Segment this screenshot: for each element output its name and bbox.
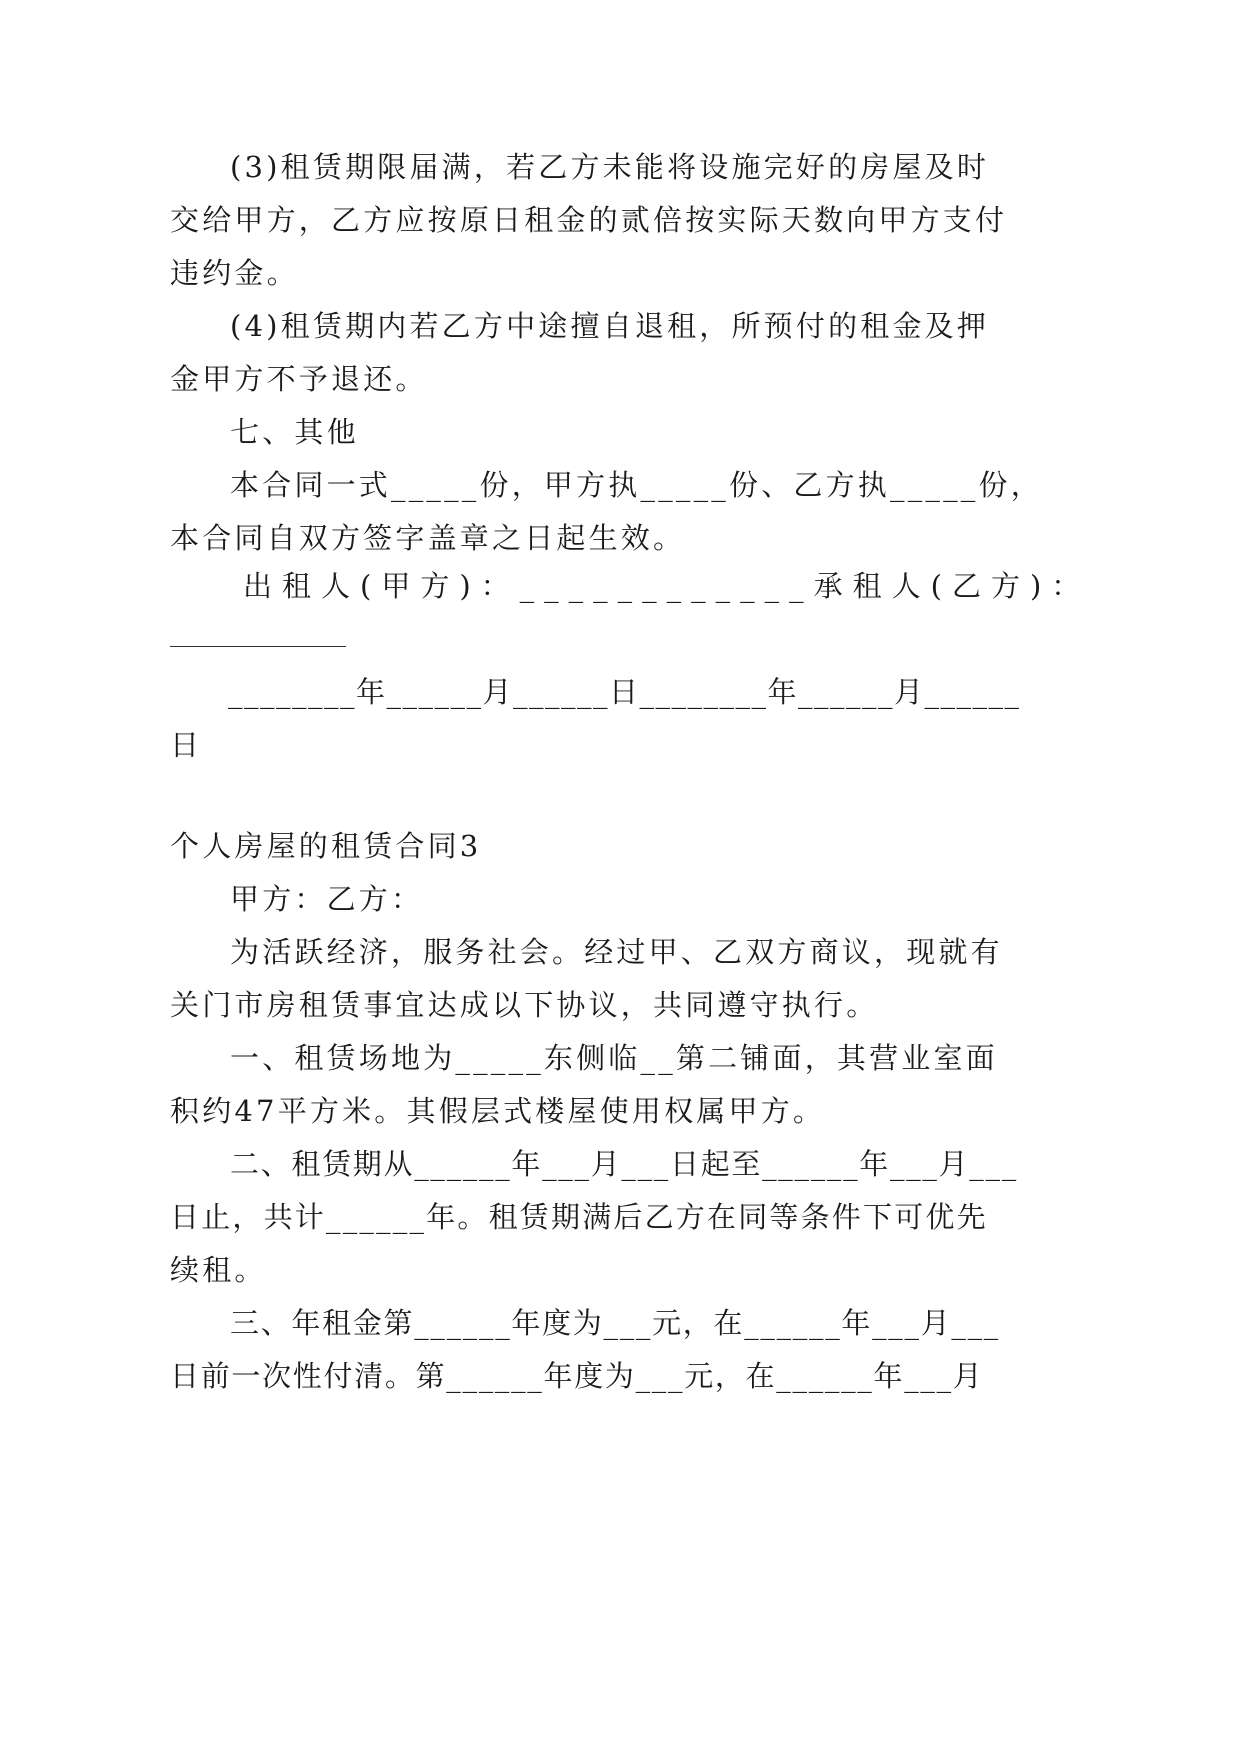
text-line: 出租人(甲方)：____________承租人(乙方)： bbox=[243, 569, 1091, 603]
date-line bbox=[0, 715, 1241, 775]
paragraph-line bbox=[0, 455, 1241, 515]
text-line: ________年______月______日________年______月______ bbox=[228, 675, 1021, 709]
text-line: (4)租赁期内若乙方中途擅自退租，所预付的租金及押 bbox=[230, 309, 990, 343]
text-line: 七、其他 bbox=[230, 415, 359, 449]
paragraph-line bbox=[0, 1187, 1241, 1247]
paragraph-line bbox=[0, 1346, 1241, 1406]
paragraph-line bbox=[0, 349, 1241, 409]
text-line: 积约47平方米。其假层式楼屋使用权属甲方。 bbox=[170, 1094, 826, 1128]
text-line: 本合同一式_____份，甲方执_____份、乙方执_____份， bbox=[230, 468, 1043, 502]
signature-line bbox=[0, 556, 1241, 616]
signature-blank-underline bbox=[170, 646, 346, 647]
text-line: 日止，共计______年。租赁期满后乙方在同等条件下可优先 bbox=[170, 1200, 988, 1234]
paragraph-line bbox=[0, 1081, 1241, 1141]
text-line: 交给甲方，乙方应按原日租金的贰倍按实际天数向甲方支付 bbox=[170, 203, 1008, 237]
text-line: 本合同自双方签字盖章之日起生效。 bbox=[170, 521, 686, 555]
document-title bbox=[0, 816, 1241, 876]
text-line: 二、租赁期从______年___月___日起至______年___月___ bbox=[230, 1147, 1018, 1181]
section-heading bbox=[0, 402, 1241, 462]
paragraph-line bbox=[0, 1240, 1241, 1300]
text-line: 一、租赁场地为_____东侧临__第二铺面，其营业室面 bbox=[230, 1041, 998, 1075]
text-line: 个人房屋的租赁合同3 bbox=[170, 829, 482, 863]
paragraph-line bbox=[0, 1134, 1241, 1194]
text-line: 三、年租金第______年度为___元，在______年___月___ bbox=[230, 1306, 1001, 1340]
text-line: 关门市房租赁事宜达成以下协议，共同遵守执行。 bbox=[170, 988, 879, 1022]
date-line bbox=[0, 662, 1241, 722]
paragraph-line bbox=[0, 190, 1241, 250]
paragraph-line bbox=[0, 869, 1241, 929]
paragraph-line bbox=[0, 1293, 1241, 1353]
paragraph-line bbox=[0, 975, 1241, 1035]
text-line: 甲方：乙方： bbox=[230, 882, 424, 916]
paragraph-line bbox=[0, 137, 1241, 197]
text-line: 违约金。 bbox=[170, 256, 299, 290]
paragraph-line bbox=[0, 296, 1241, 356]
paragraph-line bbox=[0, 243, 1241, 303]
paragraph-line bbox=[0, 922, 1241, 982]
text-line: 日 bbox=[170, 728, 203, 762]
text-line: (3)租赁期限届满，若乙方未能将设施完好的房屋及时 bbox=[230, 150, 990, 184]
text-line: 日前一次性付清。第______年度为___元，在______年___月 bbox=[170, 1359, 984, 1393]
text-line: 续租。 bbox=[170, 1253, 267, 1287]
paragraph-line bbox=[0, 1028, 1241, 1088]
text-line: 金甲方不予退还。 bbox=[170, 362, 428, 396]
text-line: 为活跃经济，服务社会。经过甲、乙双方商议，现就有 bbox=[230, 935, 1003, 969]
